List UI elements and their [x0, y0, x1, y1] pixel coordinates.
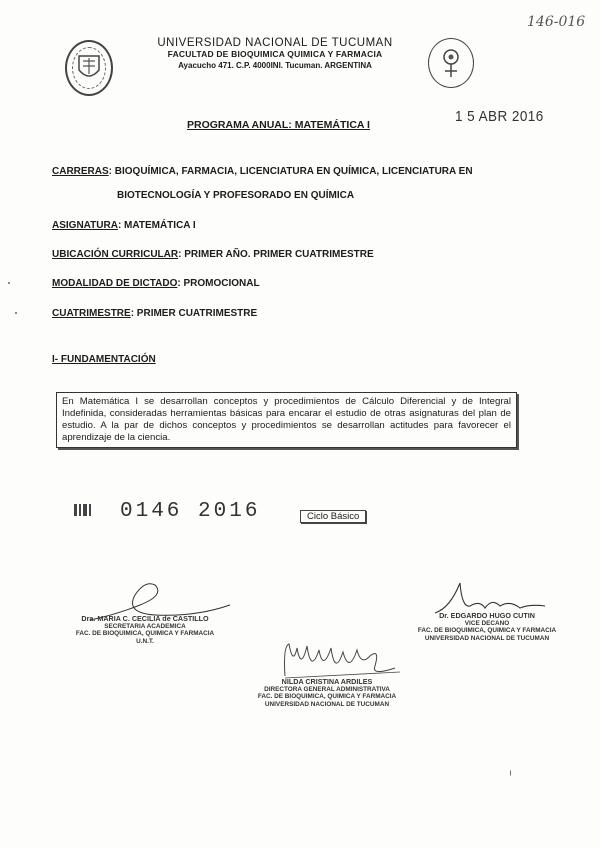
field-ubicacion	[52, 242, 374, 267]
modalidad-value: : PROMOCIONAL	[177, 278, 260, 289]
carreras-value: : BIOQUÍMICA, FARMACIA, LICENCIATURA EN QUÍMICA, LICENCIATURA EN	[108, 166, 473, 177]
section-heading-fundamentacion: I- FUNDAMENTACIÓN	[52, 354, 156, 365]
field-carreras-cont: BIOTECNOLOGÍA Y PROFESORADO EN QUÍMICA	[117, 190, 355, 201]
faculty-seal-icon	[428, 38, 474, 88]
registration-number: 0146 2016	[120, 500, 261, 523]
scan-speck	[510, 770, 511, 776]
barcode-mark-icon	[73, 502, 95, 518]
field-modalidad	[52, 271, 260, 296]
signature-center-name: NILDA CRISTINA ARDILES	[281, 677, 373, 686]
ubicacion-value: : PRIMER AÑO. PRIMER CUATRIMESTRE	[178, 249, 374, 260]
signature-right-role: VICE DECANO	[464, 619, 510, 627]
asignatura-label: ASIGNATURA	[52, 220, 118, 231]
signature-center-org2: UNIVERSIDAD NACIONAL DE TUCUMAN	[264, 700, 390, 708]
ciclo-basico-stamp: Ciclo Básico	[300, 510, 366, 523]
cuatrimestre-label: CUATRIMESTRE	[52, 308, 131, 319]
address: Ayacucho 471. C.P. 4000INI. Tucuman. ARGENTINA	[178, 61, 372, 70]
document-title: PROGRAMA ANUAL: MATEMÁTICA I	[187, 119, 370, 131]
fundamentacion-text: En Matemática I se desarrollan conceptos y procedimientos de Cálculo Diferencial y de Integral Indefinida, consideradas herramientas básicas para encarar el estudio de otras asignaturas del plan de estudio. A la par de dichos conceptos y procedimientos se desarrollan actitudes para favorecer el aprendizaje de la ciencia.	[62, 396, 511, 443]
signature-center-block	[252, 678, 402, 708]
received-date-stamp: 1 5 ABR 2016	[455, 108, 544, 125]
signature-left-name: Dra. MARIA C. CECILIA de CASTILLO	[81, 614, 209, 623]
field-carreras	[52, 159, 473, 184]
signature-right-org2: UNIVERSIDAD NACIONAL DE TUCUMAN	[424, 634, 550, 642]
fundamentacion-box	[56, 392, 517, 448]
scan-speck	[15, 312, 17, 314]
cuatrimestre-value: : PRIMER CUATRIMESTRE	[130, 308, 258, 319]
handwritten-reference: 146-016	[527, 14, 586, 30]
signature-right-org: FAC. DE BIOQUIMICA, QUIMICA Y FARMACIA	[417, 627, 557, 635]
signature-right-name: Dr. EDGARDO HUGO CUTIN	[439, 611, 535, 620]
letterhead	[150, 38, 400, 71]
modalidad-label: MODALIDAD DE DICTADO	[52, 278, 178, 289]
carreras-label: CARRERAS	[52, 166, 109, 177]
signature-left-block	[70, 615, 220, 645]
signature-left-role: SECRETARIA ACADEMICA	[104, 622, 186, 630]
signature-left-org: FAC. DE BIOQUIMICA, QUIMICA Y FARMACIA	[75, 630, 215, 638]
signature-center-role: DIRECTORA GENERAL ADMINISTRATIVA	[264, 685, 390, 693]
signature-left-org2: U.N.T.	[136, 637, 154, 645]
signature-center-org: FAC. DE BIOQUIMICA, QUIMICA Y FARMACIA	[257, 693, 397, 701]
signature-right-block	[412, 612, 562, 642]
field-cuatrimestre	[52, 301, 257, 326]
university-name: UNIVERSIDAD NACIONAL DE TUCUMAN	[157, 37, 393, 49]
ubicacion-label: UBICACIÓN CURRICULAR	[52, 249, 179, 260]
field-asignatura	[52, 213, 196, 238]
scan-speck	[8, 282, 10, 284]
university-seal-icon	[65, 40, 113, 96]
faculty-name: FACULTAD DE BIOQUIMICA QUIMICA Y FARMACIA	[167, 49, 383, 59]
asignatura-value: : MATEMÁTICA I	[117, 220, 196, 231]
